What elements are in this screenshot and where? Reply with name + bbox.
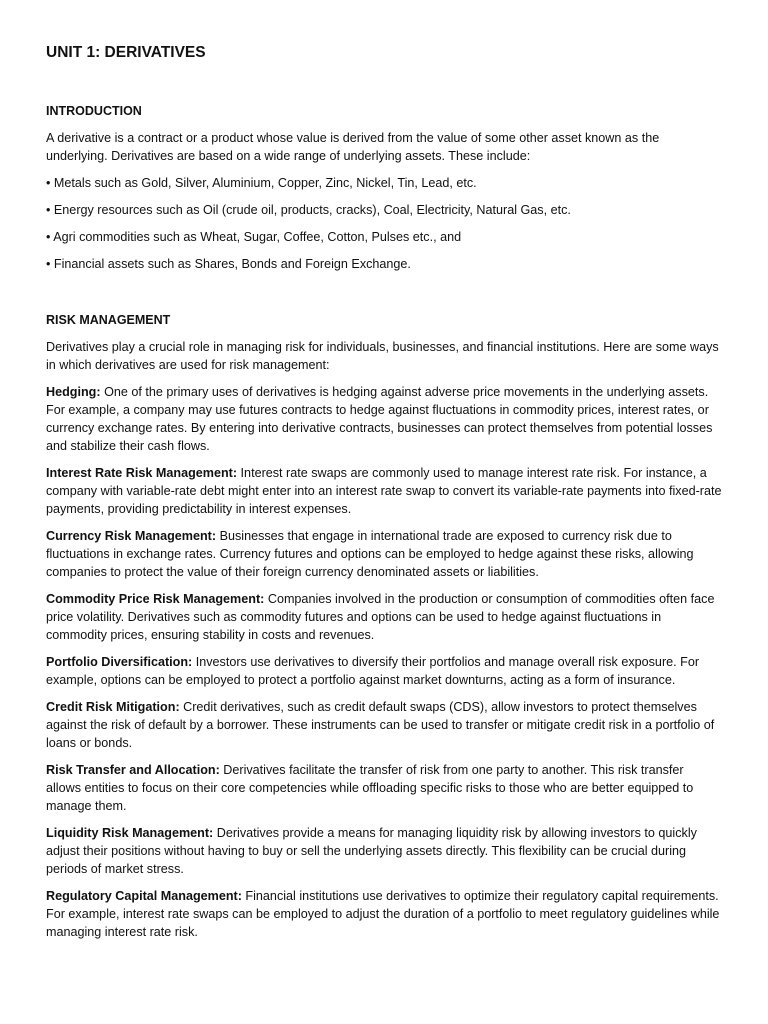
risk-item-term: Liquidity Risk Management: [46,826,214,840]
risk-item-text: Companies involved in the production or consumption of commodities often face price volatility. Derivatives such as commodity futures and options can be used to hedge against fluctuations in commodity prices, ensuring stability in costs and revenues. [46,592,715,642]
list-item: • Financial assets such as Shares, Bonds and Foreign Exchange. [46,257,411,271]
risk-item-text: Derivatives facilitate the transfer of risk from one party to another. This risk transfer allows entities to focus on their core competencies while offloading specific risks to those who are better equipped to manage them. [46,763,694,813]
risk-management-heading: RISK MANAGEMENT [46,313,171,327]
risk-item-text: Businesses that engage in international trade are exposed to currency risk due to fluctuations in exchange rates. Currency futures and options can be employed to hedge against these risks, allowing companies to protect the value of their foreign currency denominated assets or liabilities. [46,529,694,579]
introduction-heading: INTRODUCTION [46,104,142,118]
risk-item-regulatory [46,887,722,941]
risk-item-term: Interest Rate Risk Management: [46,466,238,480]
underlying-assets-list [46,174,722,273]
risk-item-currency [46,527,722,581]
risk-item-term: Regulatory Capital Management: [46,889,242,903]
risk-item-term: Commodity Price Risk Management: [46,592,265,606]
risk-item-text: Interest rate swaps are commonly used to manage interest rate risk. For instance, a company with variable-rate debt might enter into an interest rate swap to convert its variable-rate payments into fixed-rate payments, providing predictability in interest expenses. [46,466,722,516]
list-item: • Agri commodities such as Wheat, Sugar, Coffee, Cotton, Pulses etc., and [46,230,462,244]
risk-item-interest-rate [46,464,722,518]
risk-item-text: Investors use derivatives to diversify their portfolios and manage overall risk exposure. For example, options can be employed to protect a portfolio against market downturns, acting as a form of insurance. [46,655,700,687]
risk-item-term: Risk Transfer and Allocation: [46,763,220,777]
risk-item-term: Hedging: [46,385,101,399]
risk-item-portfolio [46,653,722,689]
risk-item-credit [46,698,722,752]
risk-item-commodity [46,590,722,644]
risk-item-text: Financial institutions use derivatives to optimize their regulatory capital requirements. For example, interest rate swaps can be employed to adjust the duration of a portfolio to meet regulatory guidelines while managing interest rate risk. [46,889,720,939]
risk-item-text: Credit derivatives, such as credit default swaps (CDS), allow investors to protect themselves against the risk of default by a borrower. These instruments can be used to transfer or mitigate credit risk in a portfolio of loans or bonds. [46,700,715,750]
list-item: • Energy resources such as Oil (crude oil, products, cracks), Coal, Electricity, Natural Gas, etc. [46,203,571,217]
risk-item-liquidity [46,824,722,878]
risk-management-intro: Derivatives play a crucial role in managing risk for individuals, businesses, and financial institutions. Here are some ways in which derivatives are used for risk management: [46,340,719,372]
risk-item-text: One of the primary uses of derivatives is hedging against adverse price movements in the underlying assets. For example, a company may use futures contracts to hedge against fluctuations in commodity prices, interest rates, or currency exchange rates. By entering into derivative contracts, businesses can protect themselves from potential losses and stabilize their cash flows. [46,385,713,453]
page-title: UNIT 1: DERIVATIVES [46,44,206,61]
introduction-paragraph: A derivative is a contract or a product whose value is derived from the value of some other asset known as the underlying. Derivatives are based on a wide range of underlying assets. These include: [46,131,660,163]
risk-item-term: Credit Risk Mitigation: [46,700,180,714]
risk-item-term: Portfolio Diversification: [46,655,193,669]
list-item: • Metals such as Gold, Silver, Aluminium, Copper, Zinc, Nickel, Tin, Lead, etc. [46,176,477,190]
risk-item-term: Currency Risk Management: [46,529,217,543]
risk-item-hedging [46,383,722,455]
risk-item-text: Derivatives provide a means for managing liquidity risk by allowing investors to quickly adjust their positions without having to buy or sell the underlying assets directly. This flexibility can be crucial during periods of market stress. [46,826,697,876]
risk-item-transfer [46,761,722,815]
